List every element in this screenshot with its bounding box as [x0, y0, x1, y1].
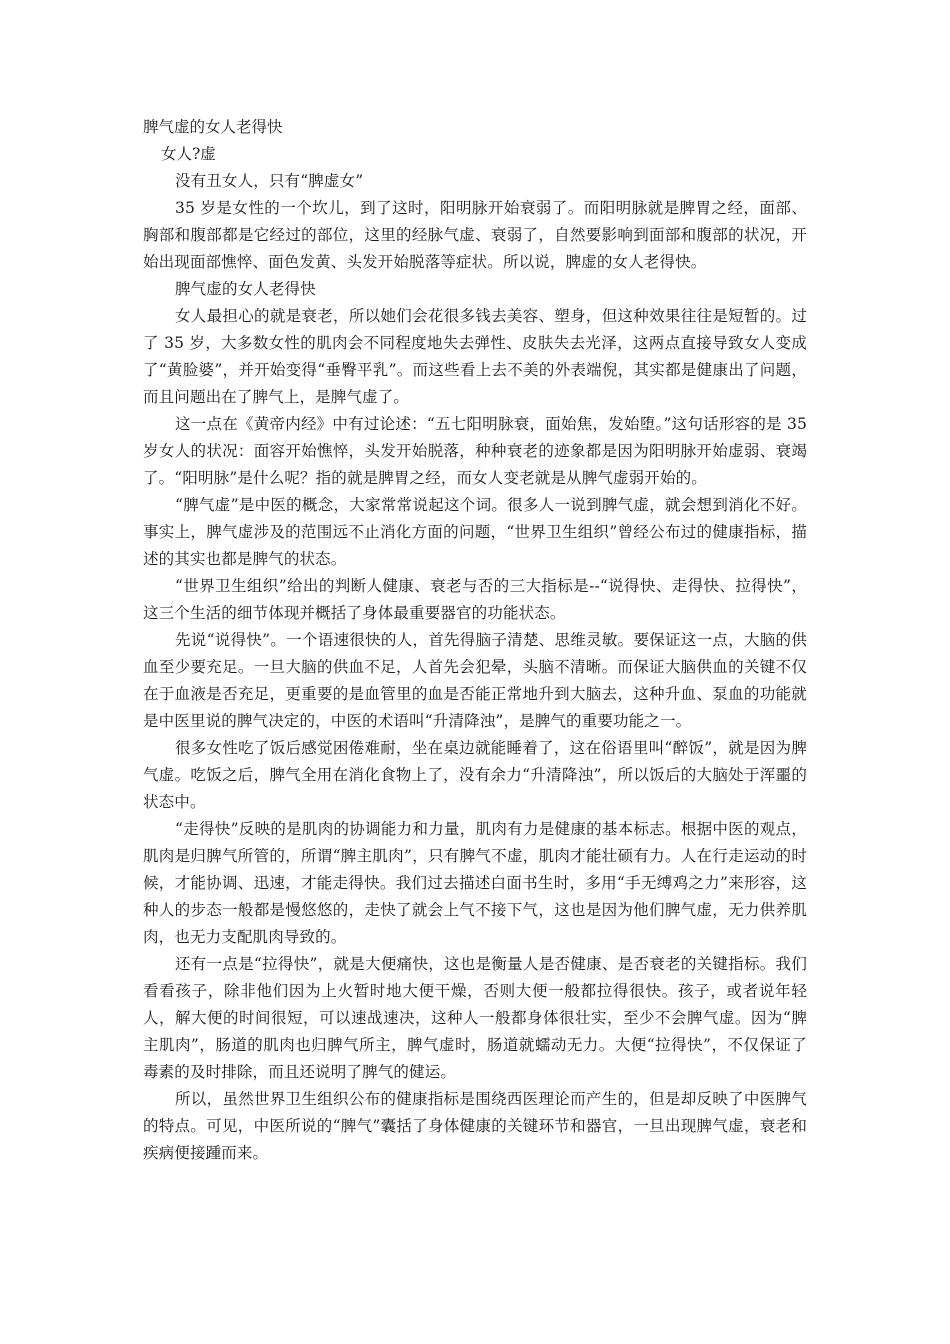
paragraph-5: 这一点在《黄帝内经》中有过论述：“五七阳明脉衰，面始焦，发始堕。”这句话形容的是 35 岁女人的状况：面容开始憔悴，头发开始脱落，种种衰老的迹象都是因为阳明脉开始虚弱、衰竭了。“阳明脉”是什么呢？指的就是脾胃之经，而女人变老就是从脾气虚弱开始的。: [143, 415, 807, 487]
paragraph-9: 很多女性吃了饭后感觉困倦难耐，坐在桌边就能睡着了，这在俗语里叫“醉饭”，就是因为脾气虚。吃饭之后，脾气全用在消化食物上了，没有余力“升清降浊”，所以饭后的大脑处于浑噩的状态中。: [143, 739, 807, 811]
paragraph-4: 女人最担心的就是衰老，所以她们会花很多钱去美容、塑身，但这种效果往往是短暂的。过了 35 岁，大多数女性的肌肉会不同程度地失去弹性、皮肤失去光泽，这两点直接导致女人变成了“黄脸婆”，并开始变得“垂臀平乳”。而这些看上去不美的外表端倪，其实都是健康出了问题，而且问题出在了脾气上，是脾气虚了。: [143, 307, 807, 406]
paragraph-3: 脾气虚的女人老得快: [175, 280, 316, 298]
document-title: 脾气虚的女人老得快: [143, 118, 283, 136]
paragraph-12: 所以，虽然世界卫生组织公布的健康指标是围绕西医理论而产生的，但是却反映了中医脾气的特点。可见，中医所说的“脾气”囊括了身体健康的关键环节和器官，一旦出现脾气虚，衰老和疾病便接踵而来。: [143, 1090, 807, 1162]
paragraph-8: 先说“说得快”。一个语速很快的人，首先得脑子清楚、思维灵敏。要保证这一点，大脑的供血至少要充足。一旦大脑的供血不足，人首先会犯晕，头脑不清晰。而保证大脑供血的关键不仅在于血液是否充足，更重要的是血管里的血是否能正常地升到大脑去，这种升血、泵血的功能就是中医里说的脾气决定的，中医的术语叫“升清降浊”，是脾气的重要功能之一。: [143, 631, 807, 730]
paragraph-6: “脾气虚”是中医的概念，大家常常说起这个词。很多人一说到脾气虚，就会想到消化不好。事实上，脾气虚涉及的范围远不止消化方面的问题，“世界卫生组织”曾经公布过的健康指标，描述的其实也都是脾气的状态。: [143, 496, 807, 568]
paragraph-1: 没有丑女人，只有“脾虚女”: [175, 172, 364, 190]
paragraph-2: 35 岁是女性的一个坎儿，到了这时，阳明脉开始衰弱了。而阳明脉就是脾胃之经，面部、胸部和腹部都是它经过的部位，这里的经脉气虚、衰弱了，自然要影响到面部和腹部的状况，开始出现面部憔悴、面色发黄、头发开始脱落等症状。所以说，脾虚的女人老得快。: [143, 199, 807, 271]
document-subtitle: 女人?虚: [161, 145, 216, 163]
paragraph-11: 还有一点是“拉得快”，就是大便痛快，这也是衡量人是否健康、是否衰老的关键指标。我们看看孩子，除非他们因为上火暂时地大便干燥，否则大便一般都拉得很快。孩子，或者说年轻人，解大便的时间很短，可以速战速决，这种人一般都身体很壮实，至少不会脾气虚。因为“脾主肌肉”，肠道的肌肉也归脾气所主，脾气虚时，肠道就蠕动无力。大便“拉得快”，不仅保证了毒素的及时排除，而且还说明了脾气的健运。: [143, 955, 807, 1081]
document-page: [143, 114, 807, 1167]
paragraph-7: “世界卫生组织”给出的判断人健康、衰老与否的三大指标是--“说得快、走得快、拉得快”，这三个生活的细节体现并概括了身体最重要器官的功能状态。: [143, 577, 807, 622]
paragraph-10: “走得快”反映的是肌肉的协调能力和力量，肌肉有力是健康的基本标志。根据中医的观点，肌肉是归脾气所管的，所谓“脾主肌肉”，只有脾气不虚，肌肉才能壮硕有力。人在行走运动的时候，才能协调、迅速，才能走得快。我们过去描述白面书生时，多用“手无缚鸡之力”来形容，这种人的步态一般都是慢悠悠的，走快了就会上气不接下气，这也是因为他们脾气虚，无力供养肌肉，也无力支配肌肉导致的。: [143, 820, 807, 946]
